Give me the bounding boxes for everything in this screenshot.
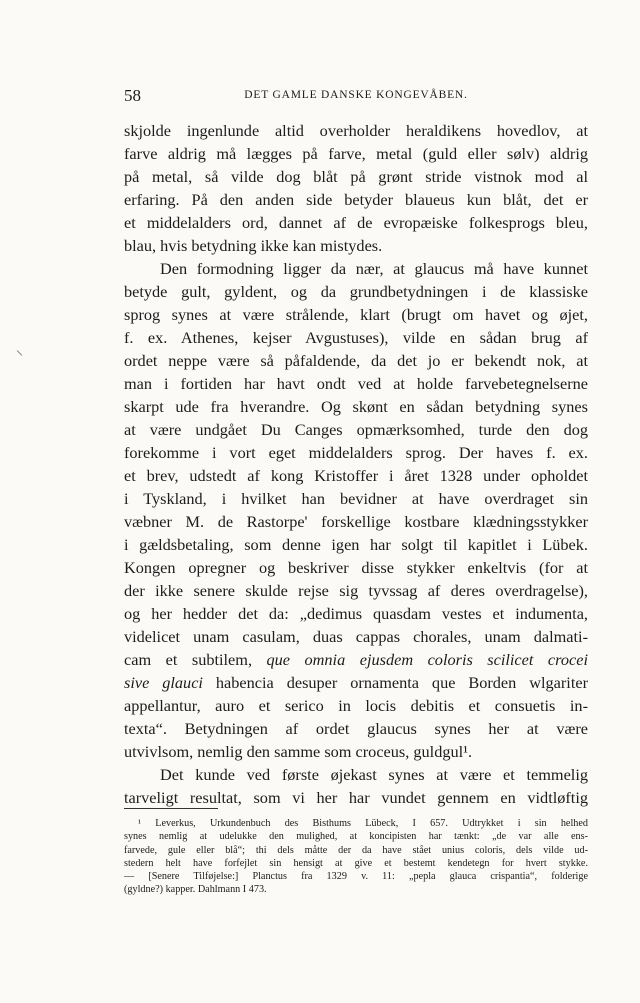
text-line: der ikke senere skulde rejse sig tyvssag af deres overdragelse), — [124, 581, 588, 600]
running-title: DET GAMLE DANSKE KONGEVÅBEN. — [244, 89, 468, 101]
footnote-line: farvede, gule eller blå“; thi dels måtte der da have stået unius coloris, dels vilde ud- — [124, 844, 588, 856]
text-line: erfaring. På den anden side betyder blaueus kun blåt, det er — [124, 190, 588, 209]
footnote-rule — [124, 808, 218, 809]
text-line: blau, hvis betydning ikke kan mistydes. — [124, 236, 383, 255]
footnote-line: stedern helt have forfejlet sin hensigt at give et bestemt kendetegn for hvert stykke. — [124, 857, 588, 869]
text-line: sprog synes at være strålende, klart (brugt om havet og øjet, — [124, 305, 588, 324]
text-line: forekomme i vort eget middelalders sprog. Der haves f. ex. — [124, 443, 588, 462]
text-line: tarveligt resultat, som vi her har vundet gennem en vidtløftig — [124, 788, 588, 807]
body-text — [124, 119, 588, 809]
text-line: ordet neppe være så påfaldende, da det jo er bekendt nok, at — [124, 351, 588, 370]
text-line: et brev, udstedt af kong Kristoffer i året 1328 under opholdet — [124, 466, 588, 485]
text-line: Den formodning ligger da nær, at glaucus må have kunnet — [160, 259, 588, 278]
text-line — [124, 671, 588, 694]
text-line: skjolde ingenlunde altid overholder heraldikens hovedlov, at — [124, 121, 588, 140]
text-line: videlicet unam casulam, duas cappas chorales, unam dalmati- — [124, 627, 588, 646]
text-line: man i fortiden har havt ondt ved at holde farvebetegnelserne — [124, 374, 588, 393]
text-line: Kongen opregner og beskriver disse stykker enkeltvis (for at — [124, 558, 588, 577]
text-line: skarpt ude fra hverandre. Og skønt en sådan betydning synes — [124, 397, 588, 416]
text-line: i Tyskland, i hvilket han bevidner at have overdraget sin — [124, 489, 588, 508]
text-line — [124, 648, 588, 671]
page-number: 58 — [124, 86, 141, 105]
footnote — [124, 817, 588, 897]
text-fragment: cam et subtilem, — [124, 650, 253, 669]
text-line: i gældsbetaling, som denne igen har solgt til kapitlet i Lübek. — [124, 535, 588, 554]
page-header — [124, 86, 588, 108]
footnote-line: — [Senere Tilføjelse:] Planctus fra 1329 v. 11: „pepla glauca crispantia“, folderige — [124, 871, 588, 883]
text-line: texta“. Betydningen af ordet glaucus synes her at være — [124, 719, 588, 738]
text-line: farve aldrig må lægges på farve, metal (guld eller sølv) aldrig — [124, 144, 588, 163]
text-line: og her hedder det da: „dedimus quasdam vestes et indumenta, — [124, 604, 588, 623]
text-line: på metal, så vilde dog blåt på grønt stride vistnok mod al — [124, 167, 588, 186]
text-line: utvivlsom, nemlig den samme som croceus, guldgul¹. — [124, 742, 473, 761]
text-line: et middelalders ord, dannet af de evropæiske folkesprogs bleu, — [124, 213, 588, 232]
text-line: f. ex. Athenes, kejser Avgustuses), vilde en sådan brug af — [124, 328, 588, 347]
footnote-line: (gyldne?) kapper. Dahlmann I 473. — [124, 884, 267, 896]
text-line: betyde gult, gyldent, og da grundbetydningen i de klassiske — [124, 282, 588, 301]
margin-mark — [17, 345, 28, 356]
text-line: at være undgået Du Canges opmærksomhed, turde den dog — [124, 420, 588, 439]
text-line: væbner M. de Rastorpe' forskellige kostbare klædningsstykker — [124, 512, 588, 531]
text-line: appellantur, auro et serico in locis debitis et consuetis in- — [124, 696, 588, 715]
latin-quote-italic: que omnia ejusdem coloris scilicet crocei — [266, 650, 588, 669]
text-fragment: habencia desuper ornamenta que Borden wlgariter — [215, 673, 588, 692]
latin-quote-italic: sive glauci — [124, 673, 203, 692]
text-line: Det kunde ved første øjekast synes at være et temmelig — [160, 765, 588, 784]
footnote-line: synes nemlig at udelukke den mulighed, at koncipisten har tænkt: „de var alle ens- — [124, 831, 588, 843]
footnote-line: ¹ Leverkus, Urkundenbuch des Bisthums Lübeck, I 657. Udtrykket i sin helhed — [138, 818, 588, 829]
